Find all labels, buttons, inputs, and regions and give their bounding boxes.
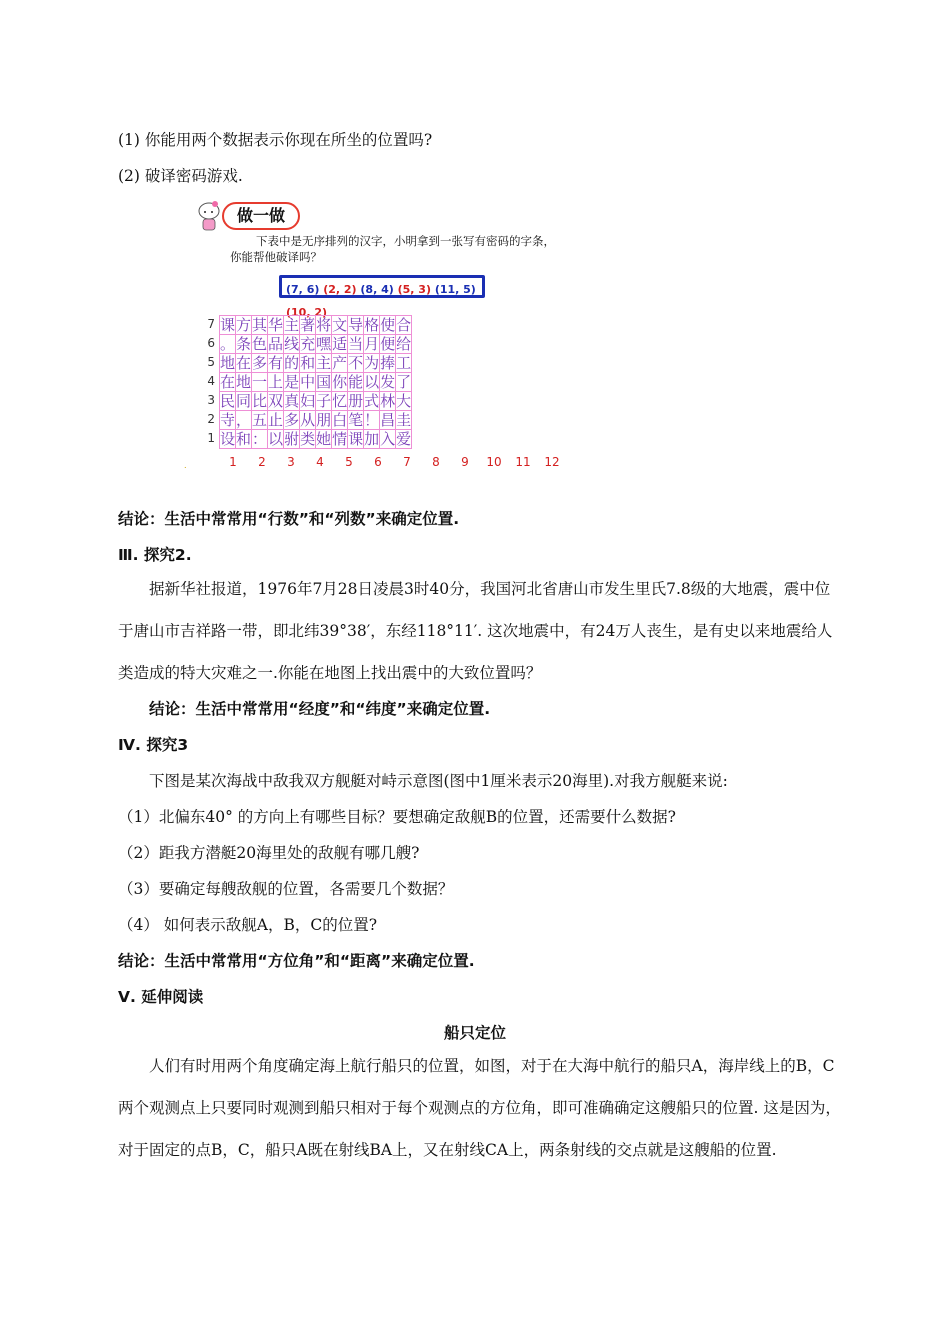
- grid-row: [220, 430, 412, 449]
- grid-cell: 同: [236, 392, 252, 410]
- grid-cell: 情: [332, 430, 348, 448]
- grid-cell: 地: [220, 354, 236, 372]
- row-number: 7: [207, 317, 215, 331]
- grid-cell: 了: [396, 373, 412, 391]
- grid-cell: 。: [220, 335, 236, 353]
- code-pair: (7, 6): [286, 283, 324, 296]
- row-number: 3: [207, 393, 215, 407]
- grid-cell: 止: [268, 411, 284, 429]
- grid-row: [220, 373, 412, 392]
- grid-cell: 方: [236, 316, 252, 334]
- grid-cell: 子: [316, 392, 332, 410]
- grid-cell: 民: [220, 392, 236, 410]
- column-number: 7: [403, 455, 411, 469]
- grid-cell: 不: [348, 354, 364, 372]
- grid-cell: 加: [364, 430, 380, 448]
- grid-cell: 以: [364, 373, 380, 391]
- section3-paragraph: 据新华社报道，1976年7月28日凌晨3时40分，我国河北省唐山市发生里氏7.8级的大地震，震中位于唐山市吉祥路一带，即北纬39°38′，东经118°11′. 这次地震中，有24万人丧生，是有史以来地震给人类造成的特大灾难之一.你能在地图上找出震中的大致位置吗？: [118, 580, 833, 682]
- row-number: 2: [207, 412, 215, 426]
- grid-cell: ：: [252, 430, 268, 448]
- grid-row: [220, 392, 412, 411]
- grid-cell: 大: [396, 392, 412, 410]
- row-number: 6: [207, 336, 215, 350]
- grid-cell: 线: [284, 335, 300, 353]
- grid-cell: 设: [220, 430, 236, 448]
- grid-cell: 著: [300, 316, 316, 334]
- column-number: 12: [544, 455, 560, 469]
- grid-cell: 五: [252, 411, 268, 429]
- grid-cell: 林: [380, 392, 396, 410]
- grid-cell: 上: [268, 373, 284, 391]
- grid-cell: 双: [268, 392, 284, 410]
- grid-cell: 为: [364, 354, 380, 372]
- grid-row: [220, 335, 412, 354]
- grid-cell: 白: [332, 411, 348, 429]
- grid-cell: 和: [236, 430, 252, 448]
- decode-game-figure: [184, 195, 590, 480]
- column-number: 10: [486, 455, 502, 469]
- stray-mark: .: [184, 461, 187, 470]
- grid-cell: 合: [396, 316, 412, 334]
- grid-cell: 便: [380, 335, 396, 353]
- grid-row: [220, 354, 412, 373]
- grid-cell: 她: [316, 430, 332, 448]
- question-2: (2) 破译密码游戏.: [118, 167, 243, 185]
- grid-row: [220, 411, 412, 430]
- grid-cell: 适: [332, 335, 348, 353]
- grid-cell: 比: [252, 392, 268, 410]
- grid-cell: 产: [332, 354, 348, 372]
- column-number: 3: [287, 455, 295, 469]
- row-number: 1: [207, 431, 215, 445]
- grid-cell: 能: [348, 373, 364, 391]
- conclusion-1: 结论：生活中常常用“行数”和“列数”来确定位置.: [118, 510, 460, 528]
- grid-cell: 以: [268, 430, 284, 448]
- grid-cell: ！: [364, 411, 380, 429]
- grid-cell: 式: [364, 392, 380, 410]
- grid-cell: 色: [252, 335, 268, 353]
- grid-cell: 其: [252, 316, 268, 334]
- grid-cell: 真: [284, 392, 300, 410]
- section3-heading: Ⅲ. 探究2.: [118, 546, 192, 564]
- code-pair: (8, 4): [360, 283, 398, 296]
- grid-cell: 爱: [396, 430, 412, 448]
- code-pair: (5, 3): [397, 283, 435, 296]
- grid-cell: 充: [300, 335, 316, 353]
- grid-cell: 昌: [380, 411, 396, 429]
- grid-cell: 嘿: [316, 335, 332, 353]
- grid-cell: 主: [284, 316, 300, 334]
- column-number: 11: [515, 455, 531, 469]
- row-number: 4: [207, 374, 215, 388]
- reading-paragraph: 人们有时用两个角度确定海上航行船只的位置，如图，对于在大海中航行的船只A，海岸线上的B，C两个观测点上只要同时观测到船只相对于每个观测点的方位角，即可准确确定这艘船只的位置. 这是因为，对于固定的点B，C，船只A既在射线BA上，又在射线CA上，两条射线的交点就是这艘船的位置.: [118, 1057, 841, 1159]
- grid-row: [220, 316, 412, 335]
- code-pair: (10, 2): [286, 306, 328, 319]
- section4-question-4: （4） 如何表示敌舰A，B，C的位置?: [118, 916, 378, 934]
- reading-title: 船只定位: [443, 1024, 506, 1042]
- grid-cell: 入: [380, 430, 396, 448]
- grid-cell: 华: [268, 316, 284, 334]
- char-table: [219, 315, 412, 449]
- column-number: 8: [432, 455, 440, 469]
- grid-cell: 给: [396, 335, 412, 353]
- grid-cell: 国: [316, 373, 332, 391]
- code-strip: [279, 275, 485, 319]
- grid-cell: 月: [364, 335, 380, 353]
- grid-cell: 一: [252, 373, 268, 391]
- grid-cell: 将: [316, 316, 332, 334]
- code-pair: (2, 2): [323, 283, 361, 296]
- grid-cell: 地: [236, 373, 252, 391]
- section4-heading: Ⅳ. 探究3: [118, 736, 189, 754]
- grid-cell: 的: [284, 354, 300, 372]
- grid-cell: 工: [396, 354, 412, 372]
- section3-conclusion: 结论：生活中常常用“经度”和“纬度”来确定位置.: [149, 700, 491, 718]
- do-it-badge: 做一做: [222, 202, 300, 230]
- section4-intro: 下图是某次海战中敌我双方舰艇对峙示意图(图中1厘米表示20海里).对我方舰艇来说:: [149, 772, 728, 790]
- grid-cell: 使: [380, 316, 396, 334]
- grid-cell: 从: [300, 411, 316, 429]
- grid-cell: 多: [252, 354, 268, 372]
- grid-cell: 驸: [284, 430, 300, 448]
- grid-cell: 有: [268, 354, 284, 372]
- column-number: 1: [229, 455, 237, 469]
- question-1: (1) 你能用两个数据表示你现在所坐的位置吗?: [118, 131, 433, 149]
- grid-cell: 条: [236, 335, 252, 353]
- section4-question-2: （2）距我方潜艇20海里处的敌舰有哪几艘?: [118, 844, 420, 862]
- grid-cell: 课: [220, 316, 236, 334]
- grid-cell: 中: [300, 373, 316, 391]
- section4-question-3: （3）要确定每艘敌舰的位置，各需要几个数据？: [118, 880, 454, 898]
- section4-question-1: （1）北偏东40° 的方向上有哪些目标？要想确定敌舰B的位置，还需要什么数据?: [118, 808, 676, 826]
- grid-cell: 朋: [316, 411, 332, 429]
- grid-cell: 妇: [300, 392, 316, 410]
- grid-cell: 发: [380, 373, 396, 391]
- grid-cell: 多: [284, 411, 300, 429]
- section5-heading: Ⅴ. 延伸阅读: [118, 988, 204, 1006]
- grid-cell: 品: [268, 335, 284, 353]
- grid-cell: 寺: [220, 411, 236, 429]
- section4-conclusion: 结论：生活中常常用“方位角”和“距离”来确定位置.: [118, 952, 475, 970]
- column-number: 6: [374, 455, 382, 469]
- grid-cell: 圭: [396, 411, 412, 429]
- row-number: 5: [207, 355, 215, 369]
- column-number: 9: [461, 455, 469, 469]
- grid-cell: ，: [236, 411, 252, 429]
- grid-cell: 和: [300, 354, 316, 372]
- column-number: 4: [316, 455, 324, 469]
- grid-cell: 格: [364, 316, 380, 334]
- hello-kitty-icon: [197, 200, 221, 234]
- grid-cell: 在: [236, 354, 252, 372]
- grid-cell: 当: [348, 335, 364, 353]
- grid-cell: 你: [332, 373, 348, 391]
- column-number: 2: [258, 455, 266, 469]
- grid-cell: 导: [348, 316, 364, 334]
- grid-cell: 捧: [380, 354, 396, 372]
- grid-cell: 在: [220, 373, 236, 391]
- figure-intro: 下表中是无序排列的汉字，小明拿到一张写有密码的字条，你能帮他破译吗？: [230, 234, 555, 264]
- grid-cell: 册: [348, 392, 364, 410]
- grid-cell: 忆: [332, 392, 348, 410]
- code-pair: (11, 5): [434, 283, 476, 296]
- grid-cell: 是: [284, 373, 300, 391]
- grid-cell: 课: [348, 430, 364, 448]
- grid-cell: 主: [316, 354, 332, 372]
- column-number: 5: [345, 455, 353, 469]
- grid-cell: 类: [300, 430, 316, 448]
- grid-cell: 文: [332, 316, 348, 334]
- grid-cell: 笔: [348, 411, 364, 429]
